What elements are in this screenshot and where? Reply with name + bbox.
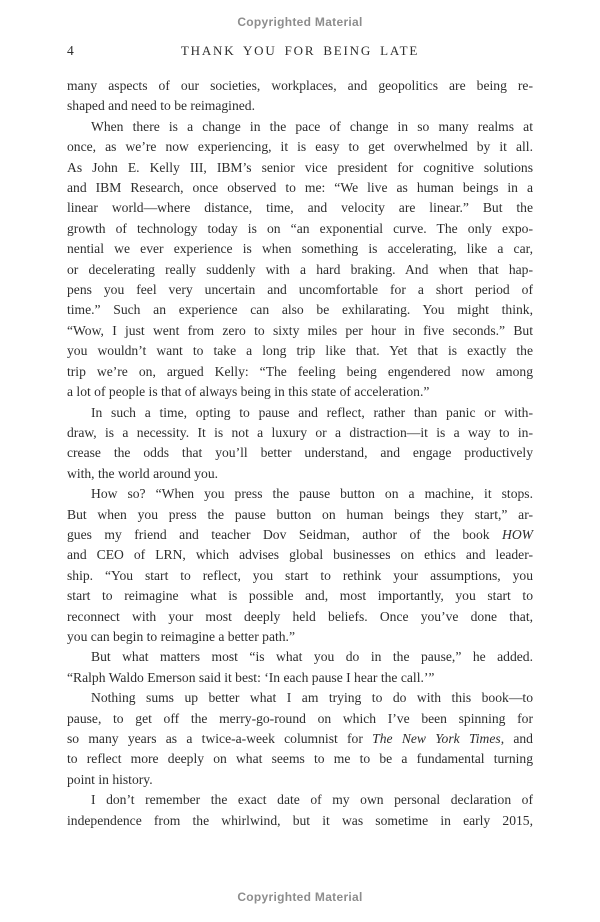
copyright-notice-top: Copyrighted Material (237, 15, 363, 29)
text-line (67, 300, 533, 320)
page-number: 4 (67, 43, 74, 58)
text-segment: growth of technology today is on “an exponential curve. The only expo- (67, 220, 533, 236)
text-segment: and CEO of LRN, which advises global businesses on ethics and leader- (67, 547, 533, 563)
text-line (67, 790, 533, 810)
text-line (67, 770, 533, 790)
text-line (67, 647, 533, 667)
text-line (67, 729, 533, 749)
text-segment: pause, to get off the merry-go-round on which I’ve been spinning for (67, 710, 533, 726)
text-segment-italic: HOW (502, 526, 533, 542)
text-line (67, 505, 533, 525)
paragraph (67, 403, 533, 485)
paragraph (67, 647, 533, 688)
text-segment: “Wow, I just went from zero to sixty miles per hour in five seconds.” But (67, 322, 533, 338)
text-segment: so many years as a twice-a-week columnist for (67, 731, 373, 746)
text-line (67, 586, 533, 606)
text-line (67, 403, 533, 423)
text-segment: time.” Such an experience can also be exhilarating. You might think, (67, 302, 533, 318)
text-line (67, 280, 533, 300)
text-segment: When there is a change in the pace of change in so many realms at (91, 118, 533, 134)
text-segment: with, the world around you. (67, 465, 219, 481)
text-line (67, 811, 533, 831)
text-segment: As John E. Kelly III, IBM’s senior vice president for cognitive solutions (67, 159, 533, 175)
text-line (67, 158, 533, 178)
text-line (67, 709, 533, 729)
text-line (67, 423, 533, 443)
text-segment: , and (500, 731, 533, 746)
text-segment: trip we’re on, argued Kelly: “The feeling being engendered now among (67, 363, 533, 379)
text-line (67, 219, 533, 239)
text-segment: linear world—where distance, time, and velocity are linear.” But the (67, 200, 533, 216)
paragraph (67, 76, 533, 117)
text-segment: nential we ever experience is when something is accelerating, like a car, (67, 241, 533, 257)
text-segment: reconnect with your most deeply held beliefs. Once you’ve done that, (67, 608, 533, 624)
text-segment: you wouldn’t want to take a long trip like that. Yet that is exactly the (67, 343, 533, 359)
text-line (67, 137, 533, 157)
text-line (67, 545, 533, 565)
text-line (67, 525, 533, 545)
text-line (67, 96, 533, 116)
text-line (67, 443, 533, 463)
text-segment: and IBM Research, once observed to me: “We live as human beings in a (67, 180, 533, 196)
text-segment: to reflect more deeply on what seems to me to be a fundamental turning (67, 751, 533, 767)
text-line (67, 749, 533, 769)
paragraph (67, 484, 533, 647)
text-segment: I don’t remember the exact date of my own personal declaration of (91, 792, 533, 808)
paragraph (67, 117, 533, 403)
copyright-notice-bottom: Copyrighted Material (237, 890, 363, 904)
text-segment: shaped and need to be reimagined. (67, 98, 255, 114)
text-segment: pens you feel very uncertain and uncomfortable for a short period of (67, 282, 533, 298)
text-line (67, 382, 533, 402)
text-segment: crease the odds that you’ll better understand, and engage productively (67, 445, 533, 461)
text-line (67, 239, 533, 259)
text-segment: many aspects of our societies, workplaces, and geopolitics are being re- (67, 78, 533, 93)
text-line (67, 464, 533, 484)
text-line (67, 321, 533, 341)
text-segment: start to reimagine what is possible and, most importantly, you start to (67, 588, 533, 604)
text-line (67, 260, 533, 280)
text-line (67, 627, 533, 647)
text-line (67, 688, 533, 708)
text-segment: Nothing sums up better what I am trying to do with this book—to (91, 690, 533, 706)
page-header (67, 43, 533, 61)
text-segment: a lot of people is that of always being in this state of acceleration.” (67, 384, 430, 400)
text-segment: In such a time, opting to pause and reflect, rather than panic or with- (91, 404, 533, 420)
running-title: THANK YOU FOR BEING LATE (180, 43, 420, 58)
text-line (67, 668, 533, 688)
text-segment: once, as we’re now experiencing, it is easy to get overwhelmed by it all. (67, 139, 533, 155)
text-line (67, 362, 533, 382)
text-segment: point in history. (67, 771, 153, 787)
text-line (67, 607, 533, 627)
text-line (67, 117, 533, 137)
text-line (67, 76, 533, 96)
text-segment-italic: The New York Times (372, 731, 501, 746)
text-segment: How so? “When you press the pause button on a machine, it stops. (91, 486, 533, 502)
text-segment: gues my friend and teacher Dov Seidman, author of the book (67, 526, 503, 542)
paragraph (67, 688, 533, 790)
text-line (67, 198, 533, 218)
text-segment: But what matters most “is what you do in the pause,” he added. (91, 649, 533, 665)
text-line (67, 178, 533, 198)
text-segment: But when you press the pause button on human beings they start,” ar- (67, 506, 533, 522)
text-segment: or decelerating really suddenly with a hard braking. And when that hap- (67, 261, 533, 277)
text-line (67, 566, 533, 586)
text-line (67, 341, 533, 361)
paragraph (67, 790, 533, 831)
text-segment: you can begin to reimagine a better path.” (67, 628, 295, 644)
text-segment: independence from the whirlwind, but it was sometime in early 2015, (67, 812, 533, 828)
text-line (67, 484, 533, 504)
page-body (67, 76, 533, 831)
text-segment: “Ralph Waldo Emerson said it best: ‘In each pause I hear the call.’” (67, 669, 435, 685)
text-segment: ship. “You start to reflect, you start to rethink your assumptions, you (67, 567, 533, 583)
text-segment: draw, is a necessity. It is not a luxury or a distraction—it is a way to in- (67, 424, 533, 440)
